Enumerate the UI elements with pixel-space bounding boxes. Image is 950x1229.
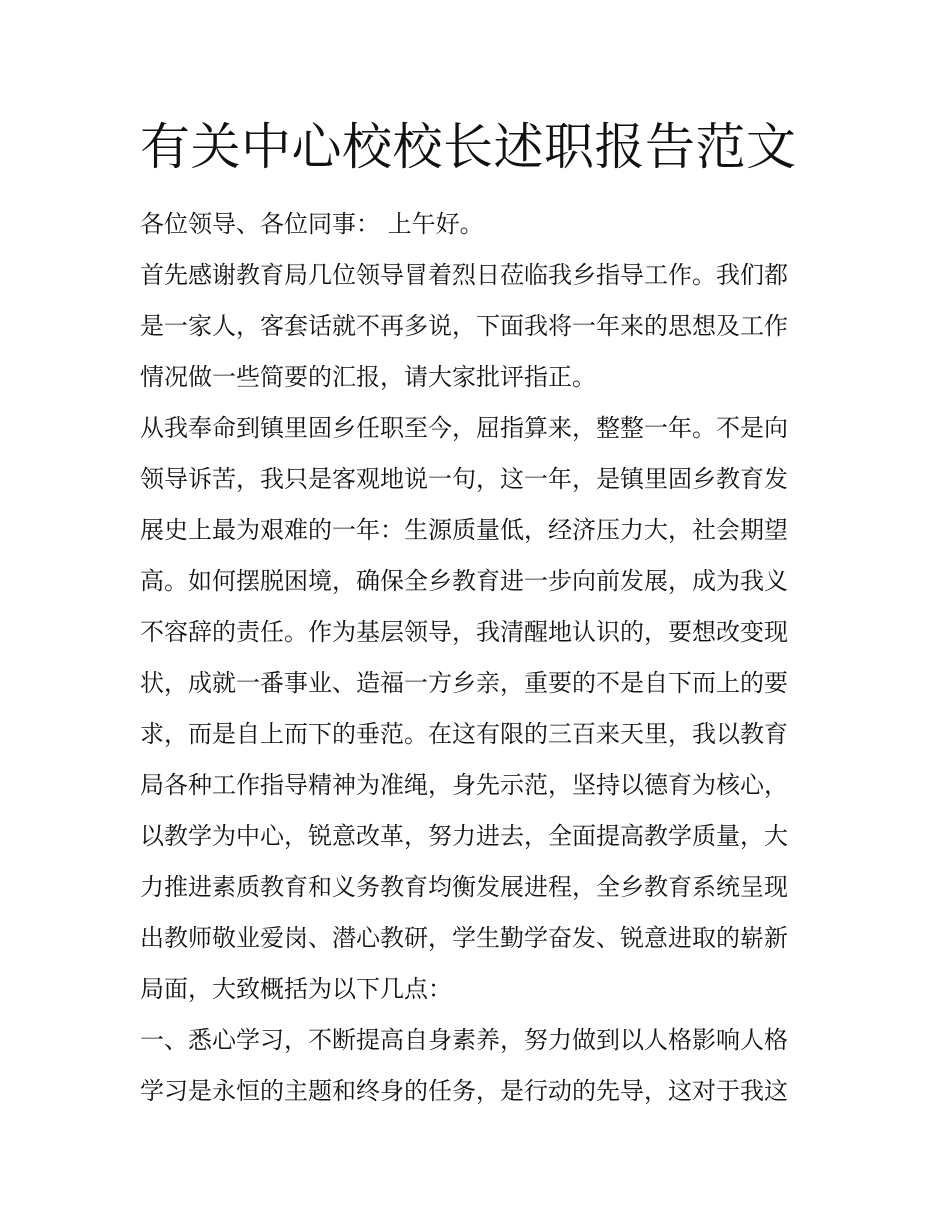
paragraph-line: 首先感谢教育局几位领导冒着烈日莅临我乡指导工作。我们都 xyxy=(140,261,788,289)
document-title: 有关中心校校长述职报告范文 xyxy=(140,118,797,176)
paragraph-line: 领导诉苦，我只是客观地说一句，这一年，是镇里固乡教育发 xyxy=(140,465,788,493)
paragraph-line: 状，成就一番事业、造福一方乡亲，重要的不是自下而上的要 xyxy=(140,669,788,697)
paragraph-line: 从我奉命到镇里固乡任职至今，屈指算来，整整一年。不是向 xyxy=(140,414,788,442)
greeting-line: 各位领导、各位同事： 上午好。 xyxy=(140,210,484,238)
paragraph-line: 局面，大致概括为以下几点： xyxy=(140,975,452,1003)
paragraph-line: 高。如何摆脱困境，确保全乡教育进一步向前发展，成为我义 xyxy=(140,567,788,595)
paragraph-line: 以教学为中心，锐意改革，努力进去，全面提高教学质量，大 xyxy=(140,822,788,850)
document-body xyxy=(140,199,820,1117)
paragraph-line: 是一家人，客套话就不再多说，下面我将一年来的思想及工作 xyxy=(140,312,788,340)
paragraph-line: 力推进素质教育和义务教育均衡发展进程，全乡教育系统呈现 xyxy=(140,873,788,901)
paragraph-line: 学习是永恒的主题和终身的任务，是行动的先导，这对于我这 xyxy=(140,1077,788,1105)
section-heading-line: 一、悉心学习，不断提高自身素养，努力做到以人格影响人格 xyxy=(140,1026,788,1054)
paragraph-line: 求，而是自上而下的垂范。在这有限的三百来天里，我以教育 xyxy=(140,720,788,748)
paragraph-line: 展史上最为艰难的一年：生源质量低，经济压力大，社会期望 xyxy=(140,516,788,544)
paragraph-line: 不容辞的责任。作为基层领导，我清醒地认识的，要想改变现 xyxy=(140,618,788,646)
paragraph-line: 局各种工作指导精神为准绳，身先示范，坚持以德育为核心， xyxy=(140,771,788,799)
paragraph-line: 情况做一些简要的汇报，请大家批评指正。 xyxy=(140,363,596,391)
paragraph-line: 出教师敬业爱岗、潜心教研，学生勤学奋发、锐意进取的崭新 xyxy=(140,924,788,952)
